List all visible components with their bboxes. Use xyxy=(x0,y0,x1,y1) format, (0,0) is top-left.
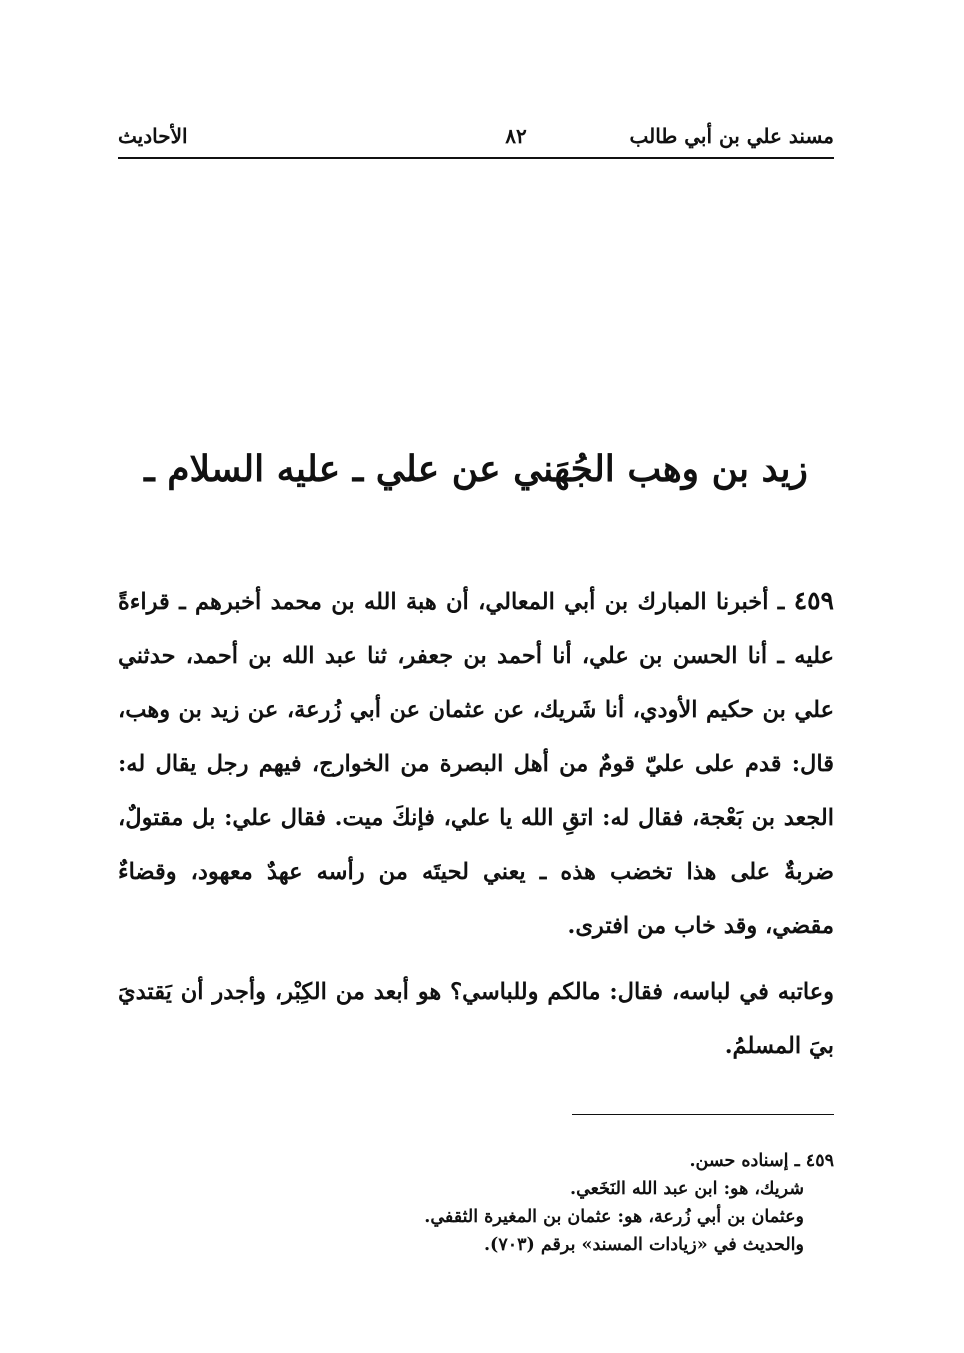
footnotes xyxy=(118,1147,834,1259)
footnote-line: والحديث في «زيادات المسند» برقم (٧٠٣). xyxy=(483,1235,804,1255)
hadith-paragraph-1 xyxy=(118,574,834,953)
book-title: مسند علي بن أبي طالب xyxy=(629,124,834,148)
running-header xyxy=(118,124,834,154)
footnote-line: وعثمان بن أبي زُرعة، هو: عثمان بن المغيرة الثقفي. xyxy=(424,1207,804,1227)
footnote-divider xyxy=(572,1114,834,1115)
section-title: الأحاديث xyxy=(118,124,188,148)
hadith-text xyxy=(118,574,834,1073)
hadith-paragraph-1-text: ـ أخبرنا المبارك بن أبي المعالي، أن هبة الله بن محمد أخبرهم ـ قراءةً عليه ـ أنا الحسن بن علي، أنا أحمد بن جعفر، ثنا عبد الله بن أحمد، حدثني علي بن حكيم الأودي، أنا شَريك، عن عثمان عن أبي زُرعة، عن زيد بن وهب، قال: قدم على عليّ قومٌ من أهل البصرة من الخوارج، فيهم رجل يقال له: الجعد بن بَعْجة، فقال له: اتقِ الله يا علي، فإنكَ ميت. فقال علي: بل مقتولٌ، ضربةٌ على هذا تخضب هذه ـ يعني لحيتَه من رأسه عهدٌ معهود، وقضاءٌ مقضي، وقد خاب من افترى. xyxy=(118,589,834,939)
header-divider xyxy=(118,157,834,159)
hadith-number: ٤٥٩ xyxy=(793,586,834,615)
hadith-paragraph-2: وعاتبه في لباسه، فقال: مالكم وللباسي؟ هو أبعد من الكِبْر، وأجدر أن يَقتديَ بيَ المسلمُ. xyxy=(118,979,834,1059)
page-number: ٨٢ xyxy=(505,124,527,148)
footnote-line: شريك، هو: ابن عبد الله النَخَعي. xyxy=(569,1179,804,1199)
chapter-title: زيد بن وهب الجُهَني عن علي ـ عليه السلام ـ xyxy=(144,448,808,490)
footnote-line: ٤٥٩ ـ إسناده حسن. xyxy=(689,1151,834,1171)
